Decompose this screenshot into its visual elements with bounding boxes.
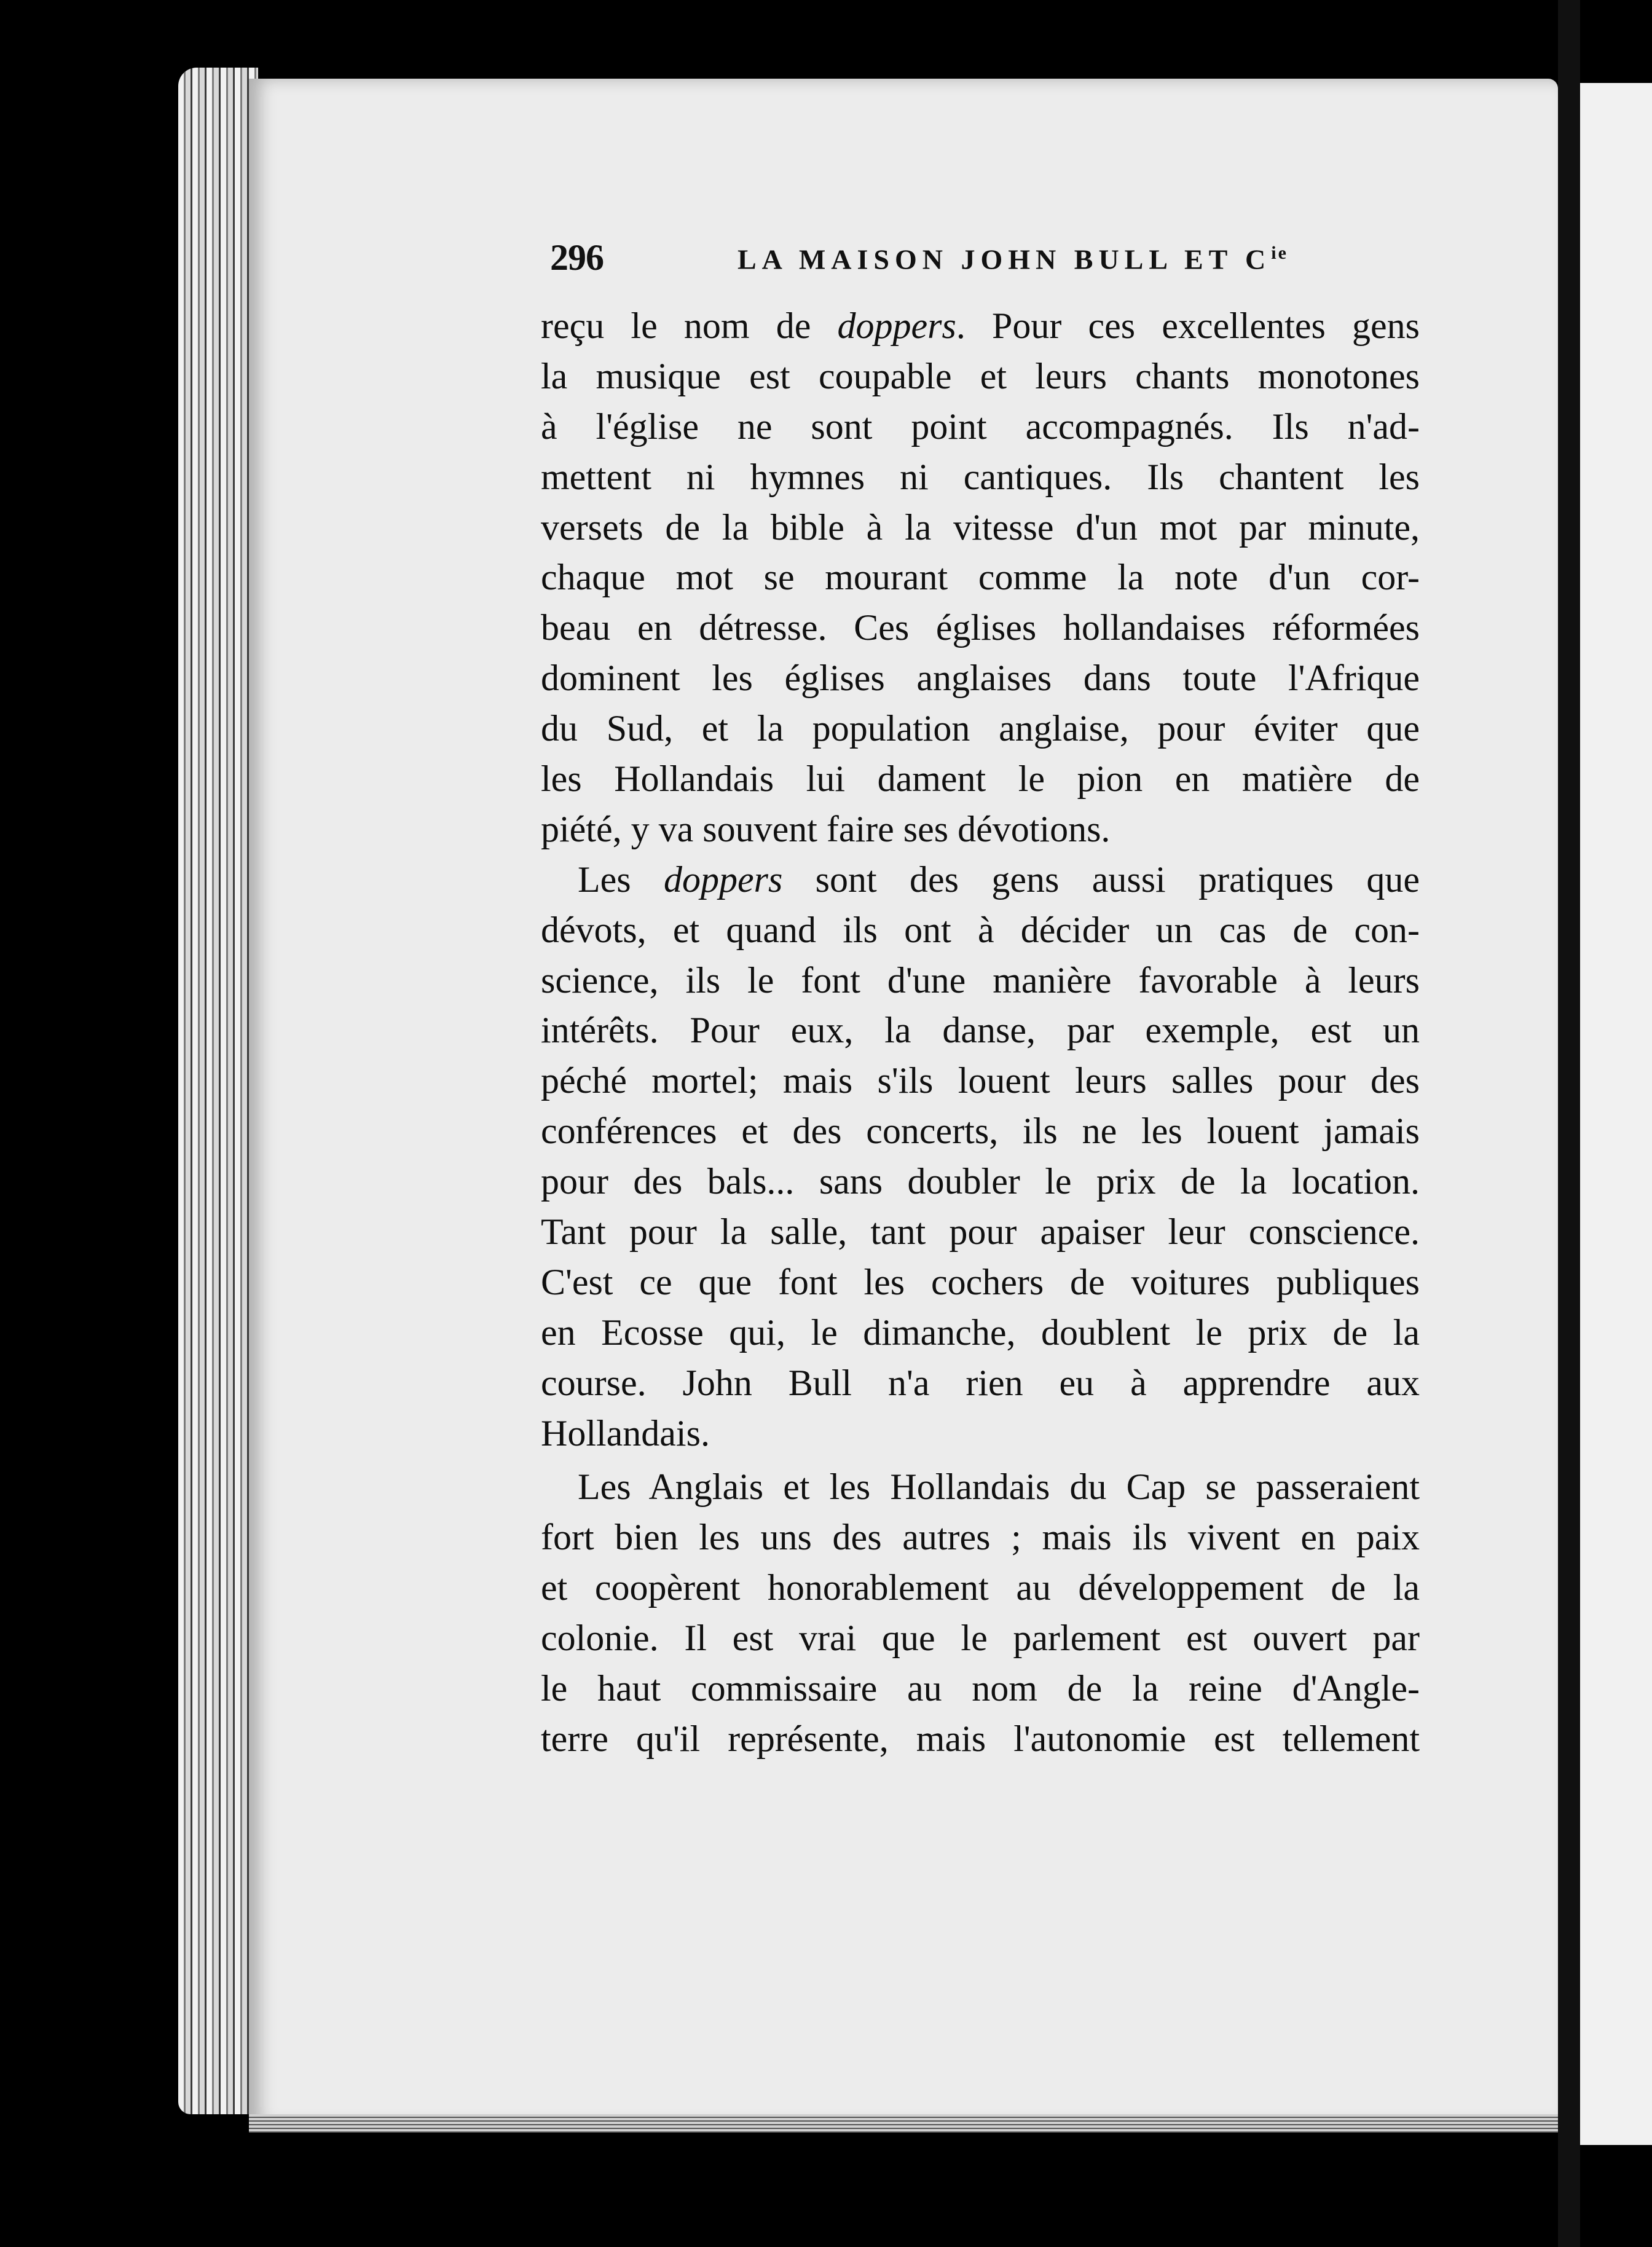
text-line: Tant pour la salle, tant pour apaiser leur conscience.: [541, 1211, 1420, 1253]
text-line: C'est ce que font les cochers de voitures publiques: [541, 1261, 1420, 1302]
italic-word: doppers: [837, 305, 956, 346]
text-line: beau en détresse. Ces églises hollandaises réformées: [541, 607, 1420, 648]
facing-page-edge: [1580, 83, 1652, 2145]
running-head: [550, 237, 1423, 292]
text-line: reçu le nom de doppers. Pour ces excellentes gens: [541, 305, 1420, 346]
text-line: Les Anglais et les Hollandais du Cap se passeraient: [578, 1466, 1420, 1508]
running-title-superscript: ie: [1271, 243, 1288, 263]
text-line: en Ecosse qui, le dimanche, doublent le prix de la: [541, 1312, 1420, 1353]
text-line: péché mortel; mais s'ils louent leurs salles pour des: [541, 1060, 1420, 1101]
text-line: intérêts. Pour eux, la danse, par exemple, est un: [541, 1010, 1420, 1051]
text-line: versets de la bible à la vitesse d'un mot par minute,: [541, 506, 1420, 548]
text-line: dévots, et quand ils ont à décider un cas de con-: [541, 909, 1420, 950]
page-number: 296: [550, 237, 604, 278]
text-line: Hollandais.: [541, 1412, 710, 1454]
text-line: les Hollandais lui dament le pion en matière de: [541, 758, 1420, 800]
text-line: la musique est coupable et leurs chants monotones: [541, 355, 1420, 396]
body-text: [541, 301, 1420, 1825]
text-line: pour des bals... sans doubler le prix de la location.: [541, 1161, 1420, 1202]
text-line: le haut commissaire au nom de la reine d'Angle-: [541, 1668, 1420, 1709]
running-title-text: LA MAISON JOHN BULL ET C: [738, 243, 1272, 275]
text-line: science, ils le font d'une manière favorable à leurs: [541, 959, 1420, 1001]
text-line: piété, y va souvent faire ses dévotions.: [541, 808, 1111, 849]
text-line: mettent ni hymnes ni cantiques. Ils chantent les: [541, 456, 1420, 497]
book-gutter: [1558, 0, 1580, 2247]
text-line: terre qu'il représente, mais l'autonomie est tellement: [541, 1718, 1420, 1759]
text-line: Les doppers sont des gens aussi pratiques que: [578, 859, 1420, 900]
italic-word: doppers: [663, 859, 783, 900]
text-line: conférences et des concerts, ils ne les louent jamais: [541, 1111, 1420, 1152]
text-line: et coopèrent honorablement au développement de la: [541, 1567, 1420, 1608]
text-line: dominent les églises anglaises dans toute l'Afrique: [541, 658, 1420, 699]
running-title: [738, 243, 1288, 275]
text-line: course. John Bull n'a rien eu à apprendre aux: [541, 1362, 1420, 1403]
page-edges: [178, 68, 258, 2114]
text-line: fort bien les uns des autres ; mais ils vivent en paix: [541, 1517, 1420, 1558]
text-line: colonie. Il est vrai que le parlement est ouvert par: [541, 1618, 1420, 1659]
text-line: du Sud, et la population anglaise, pour éviter que: [541, 708, 1420, 749]
text-line: à l'église ne sont point accompagnés. Ils n'ad-: [541, 406, 1420, 447]
page-bottom-edge: [249, 2114, 1558, 2133]
text-line: chaque mot se mourant comme la note d'un cor-: [541, 557, 1420, 598]
